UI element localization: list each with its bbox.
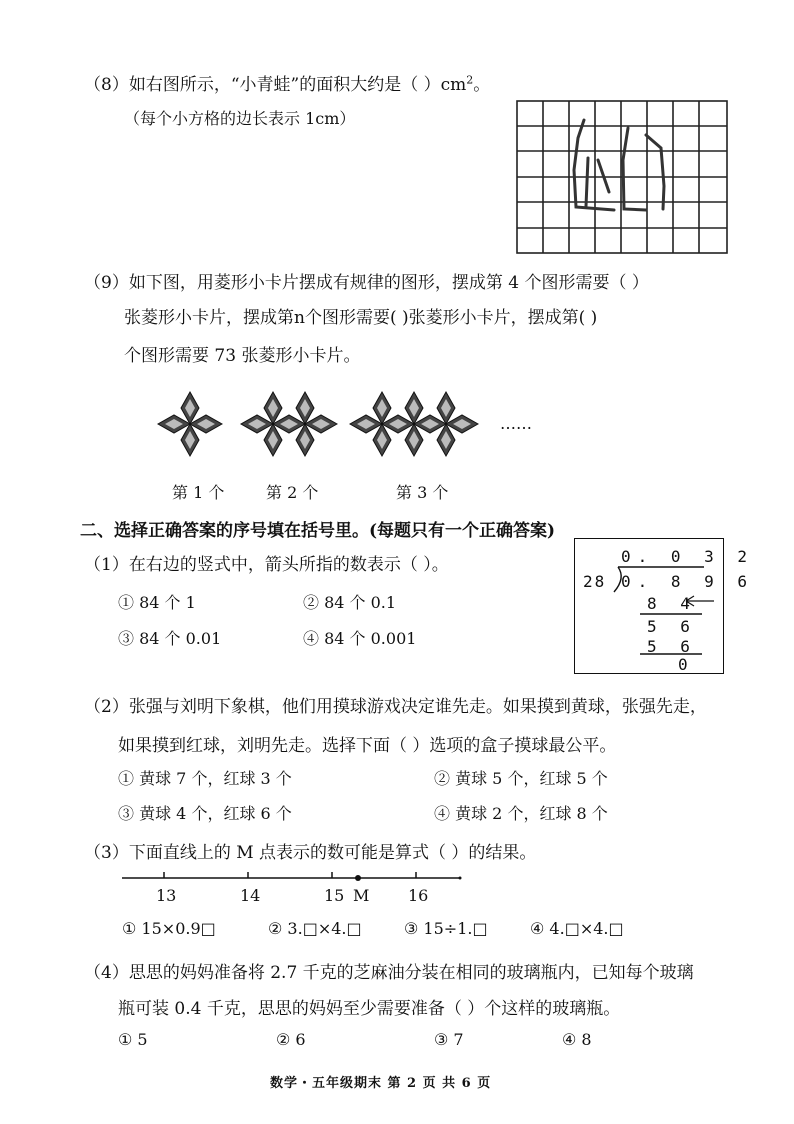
c4-option-2: ② 6 xyxy=(276,1030,306,1049)
c1-option-2: ② 84 个 0.1 xyxy=(303,593,397,612)
c3-option-2: ② 3.□×4.□ xyxy=(268,919,362,938)
q9-line2: 张菱形小卡片，摆成第n个图形需要( )张菱形小卡片，摆成第( ) xyxy=(124,308,598,328)
division-step-84: 8 4 xyxy=(647,594,697,613)
c4-option-3: ③ 7 xyxy=(434,1030,464,1049)
c4-option-1: ① 5 xyxy=(118,1030,148,1049)
pattern-continuation: …… xyxy=(500,414,532,433)
tick-label-14: 14 xyxy=(240,886,261,905)
c3-option-3: ③ 15÷1.□ xyxy=(404,919,488,938)
tick-label-16: 16 xyxy=(408,886,429,905)
c1-stem: （1）在右边的竖式中，箭头所指的数表示（ ）。 xyxy=(84,555,449,575)
c1-option-4: ④ 84 个 0.001 xyxy=(303,629,417,648)
division-dividend: 0. 8 9 6 xyxy=(621,572,755,591)
point-m xyxy=(355,875,361,881)
c2-option-3: ③ 黄球 4 个，红球 6 个 xyxy=(118,804,292,823)
pattern-1 xyxy=(158,392,222,456)
division-quotient: 0. 0 3 2 xyxy=(621,547,755,566)
q8-line2: （每个小方格的边长表示 1cm） xyxy=(124,109,356,128)
c2-line2: 如果摸到红球，刘明先走。选择下面（ ）选项的盒子摸球最公平。 xyxy=(118,736,617,756)
pattern-3 xyxy=(350,392,478,456)
c4-line1: （4）思思的妈妈准备将 2.7 千克的芝麻油分装在相同的玻璃瓶内，已知每个玻璃 xyxy=(84,963,694,983)
q9-line3: 个图形需要 73 张菱形小卡片。 xyxy=(124,346,361,366)
c1-option-1: ① 84 个 1 xyxy=(118,593,196,612)
pattern-label-3: 第 3 个 xyxy=(396,483,449,502)
rhombus-pattern-figure xyxy=(160,388,500,464)
section-heading: 二、选择正确答案的序号填在括号里。(每题只有一个正确答案) xyxy=(80,521,556,541)
frog-grid-figure xyxy=(516,100,728,254)
pattern-2 xyxy=(241,392,337,456)
division-lines xyxy=(574,538,724,674)
q8-line1: （8）如右图所示，“小青蛙”的面积大约是（ ）$cm^2$。 xyxy=(84,73,491,95)
tick-label-13: 13 xyxy=(156,886,177,905)
division-step-56b: 5 6 xyxy=(647,637,697,656)
division-step-56a: 5 6 xyxy=(647,617,697,636)
c3-stem: （3）下面直线上的 M 点表示的数可能是算式（ ）的结果。 xyxy=(84,843,537,863)
division-divisor: 28 xyxy=(583,572,607,591)
pattern-label-2: 第 2 个 xyxy=(266,483,319,502)
division-remainder: 0 xyxy=(678,655,695,674)
c1-option-3: ③ 84 个 0.01 xyxy=(118,629,222,648)
page-footer: 数学・五年级期末 第 2 页 共 6 页 xyxy=(270,1076,492,1091)
tick-label-m: M xyxy=(353,886,370,905)
c4-line2: 瓶可装 0.4 千克，思思的妈妈至少需要准备（ ）个这样的玻璃瓶。 xyxy=(118,999,621,1019)
c3-option-4: ④ 4.□×4.□ xyxy=(530,919,624,938)
c2-option-4: ④ 黄球 2 个，红球 8 个 xyxy=(434,804,608,823)
pattern-label-1: 第 1 个 xyxy=(172,483,225,502)
c2-option-2: ② 黄球 5 个，红球 5 个 xyxy=(434,769,608,788)
q9-line1: （9）如下图，用菱形小卡片摆成有规律的图形，摆成第 4 个图形需要（ ） xyxy=(84,273,649,293)
c4-option-4: ④ 8 xyxy=(562,1030,592,1049)
c2-option-1: ① 黄球 7 个，红球 3 个 xyxy=(118,769,292,788)
c2-line1: （2）张强与刘明下象棋，他们用摸球游戏决定谁先走。如果摸到黄球，张强先走， xyxy=(84,697,707,717)
c3-option-1: ① 15×0.9□ xyxy=(122,919,216,938)
tick-label-15: 15 xyxy=(324,886,345,905)
